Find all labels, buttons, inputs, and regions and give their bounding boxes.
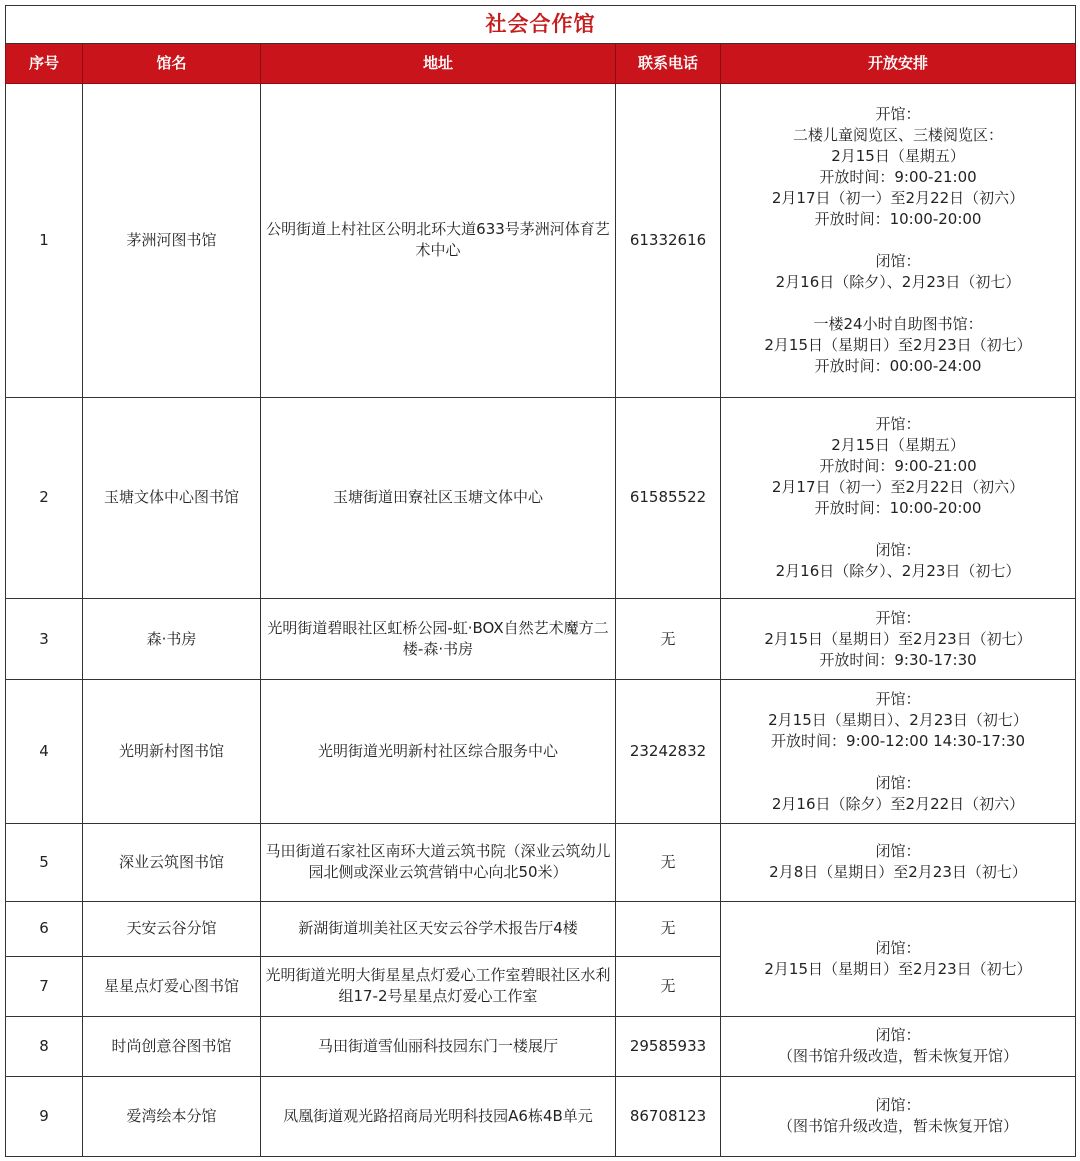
row-name: 玉塘文体中心图书馆 xyxy=(83,397,261,598)
row-no: 4 xyxy=(6,680,83,824)
row-name: 时尚创意谷图书馆 xyxy=(83,1016,261,1076)
row-phone: 61332616 xyxy=(616,84,721,398)
row-name: 爱湾绘本分馆 xyxy=(83,1076,261,1156)
row-phone: 无 xyxy=(616,901,721,956)
address-text: 马田街道石家社区南环大道云筑书院（深业云筑幼儿园北侧或深业云筑营销中心向北50米） xyxy=(265,842,611,882)
row-name: 森·书房 xyxy=(83,599,261,680)
row-schedule xyxy=(721,599,1076,680)
library-schedule-table xyxy=(5,5,1076,1157)
header-name: 馆名 xyxy=(83,44,261,84)
row-address xyxy=(261,599,616,680)
row-phone: 无 xyxy=(616,824,721,901)
row-schedule xyxy=(721,901,1076,1016)
row-schedule xyxy=(721,1016,1076,1076)
table-row xyxy=(6,84,1076,398)
row-address xyxy=(261,84,616,398)
row-phone: 无 xyxy=(616,956,721,1016)
row-no: 9 xyxy=(6,1076,83,1156)
row-address xyxy=(261,680,616,824)
title-row xyxy=(6,6,1076,44)
row-address xyxy=(261,901,616,956)
row-phone: 86708123 xyxy=(616,1076,721,1156)
row-address xyxy=(261,824,616,901)
row-address xyxy=(261,1016,616,1076)
address-text: 凤凰街道观光路招商局光明科技园A6栋4B单元 xyxy=(283,1106,593,1125)
schedule-text: 闭馆： 2月15日（星期日）至2月23日（初七） xyxy=(764,938,1032,978)
address-text: 光明街道光明大街星星点灯爱心工作室碧眼社区水利组17-2号星星点灯爱心工作室 xyxy=(265,966,611,1006)
row-name: 深业云筑图书馆 xyxy=(83,824,261,901)
header-no: 序号 xyxy=(6,44,83,84)
table-row xyxy=(6,680,1076,824)
table-row xyxy=(6,1016,1076,1076)
row-no: 2 xyxy=(6,397,83,598)
schedule-text: 闭馆： （图书馆升级改造，暂未恢复开馆） xyxy=(778,1026,1019,1066)
header-phone: 联系电话 xyxy=(616,44,721,84)
row-name: 星星点灯爱心图书馆 xyxy=(83,956,261,1016)
row-address xyxy=(261,1076,616,1156)
schedule-text: 开馆： 二楼儿童阅览区、三楼阅览区： 2月15日（星期五） 开放时间：9:00-21:00 2月17日（初一）至2月22日（初六） 开放时间：10:00-20:00 闭馆： 2月16日（除夕）、2月23日（初七） 一楼24小时自助图书馆： 2月15日（星期日）至2月23日（初七） 开放时间：00:00-24:00 xyxy=(764,104,1032,375)
row-name: 茅洲河图书馆 xyxy=(83,84,261,398)
table-row xyxy=(6,599,1076,680)
row-address xyxy=(261,397,616,598)
schedule-text: 开馆： 2月15日（星期日）至2月23日（初七） 开放时间：9:30-17:30 xyxy=(764,608,1032,669)
row-no: 5 xyxy=(6,824,83,901)
row-no: 1 xyxy=(6,84,83,398)
header-schedule: 开放安排 xyxy=(721,44,1076,84)
row-phone: 61585522 xyxy=(616,397,721,598)
address-text: 公明街道上村社区公明北环大道633号茅洲河体育艺术中心 xyxy=(266,220,610,260)
row-schedule xyxy=(721,84,1076,398)
schedule-text: 开馆： 2月15日（星期五） 开放时间：9:00-21:00 2月17日（初一）至2月22日（初六） 开放时间：10:00-20:00 闭馆： 2月16日（除夕）、2月23日（初七） xyxy=(771,414,1025,580)
schedule-text: 闭馆： （图书馆升级改造，暂未恢复开馆） xyxy=(778,1096,1019,1136)
row-no: 6 xyxy=(6,901,83,956)
row-address xyxy=(261,956,616,1016)
address-text: 光明街道碧眼社区虹桥公园-虹·BOX自然艺术魔方二楼-森·书房 xyxy=(267,619,609,659)
schedule-text: 开馆： 2月15日（星期日）、2月23日（初七） 开放时间：9:00-12:00 14:30-17:30 闭馆： 2月16日（除夕）至2月22日（初六） xyxy=(768,689,1028,813)
row-phone: 29585933 xyxy=(616,1016,721,1076)
address-text: 马田街道雪仙丽科技园东门一楼展厅 xyxy=(317,1036,558,1055)
row-phone: 无 xyxy=(616,599,721,680)
row-name: 光明新村图书馆 xyxy=(83,680,261,824)
row-schedule xyxy=(721,1076,1076,1156)
table-row xyxy=(6,397,1076,598)
table-row xyxy=(6,1076,1076,1156)
row-schedule xyxy=(721,680,1076,824)
address-text: 玉塘街道田寮社区玉塘文体中心 xyxy=(332,488,543,507)
row-no: 3 xyxy=(6,599,83,680)
table-title: 社会合作馆 xyxy=(6,6,1076,44)
address-text: 光明街道光明新村社区综合服务中心 xyxy=(317,742,558,761)
row-schedule xyxy=(721,824,1076,901)
schedule-text: 闭馆： 2月8日（星期日）至2月23日（初七） xyxy=(769,842,1027,882)
header-row xyxy=(6,44,1076,84)
row-phone: 23242832 xyxy=(616,680,721,824)
address-text: 新湖街道圳美社区天安云谷学术报告厅4楼 xyxy=(298,919,578,938)
header-address: 地址 xyxy=(261,44,616,84)
table-row xyxy=(6,824,1076,901)
row-schedule xyxy=(721,397,1076,598)
row-name: 天安云谷分馆 xyxy=(83,901,261,956)
row-no: 7 xyxy=(6,956,83,1016)
row-no: 8 xyxy=(6,1016,83,1076)
table-row xyxy=(6,901,1076,956)
